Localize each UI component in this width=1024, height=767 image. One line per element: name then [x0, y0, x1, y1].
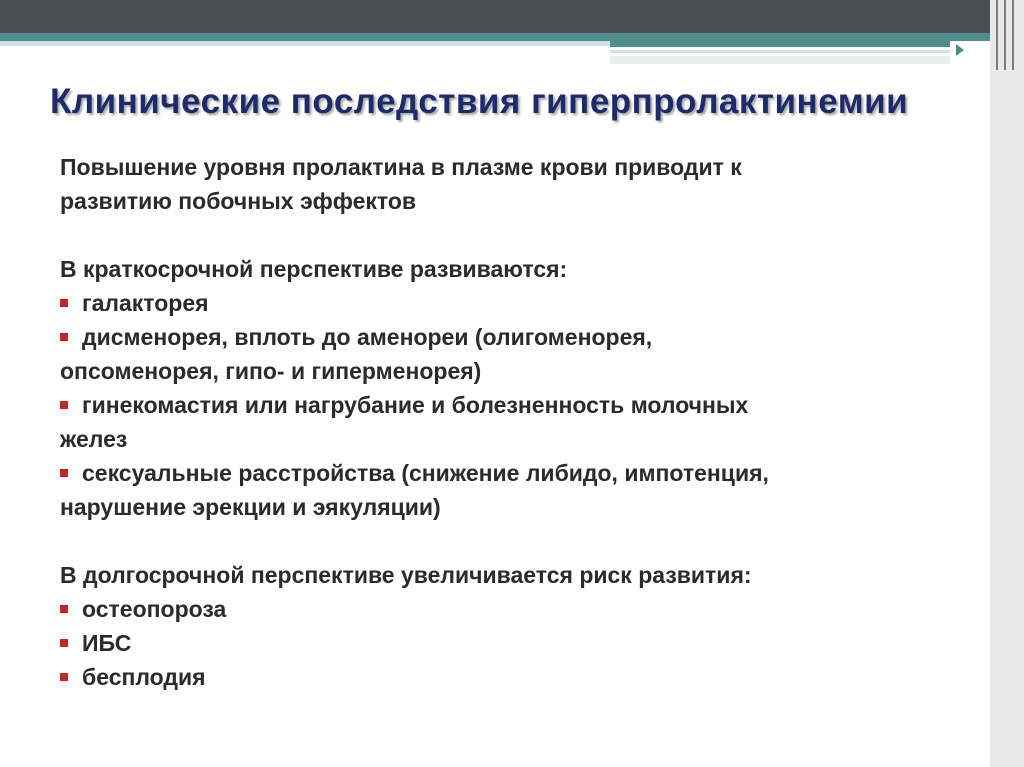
decor-stripe — [610, 50, 950, 53]
list-item: остеопороза — [60, 592, 960, 626]
long-term-heading: В долгосрочной перспективе увеличивается риск развития: — [60, 562, 752, 588]
decor-stripe — [610, 41, 950, 47]
edge-line — [1004, 0, 1006, 70]
decor-stripe — [610, 56, 950, 64]
list-item: бесплодия — [60, 660, 960, 694]
slide-body — [60, 150, 960, 694]
short-term-heading: В краткосрочной перспективе развиваются: — [60, 256, 568, 282]
corner-arrow-icon — [956, 44, 964, 56]
teal-accent-band — [0, 33, 1024, 41]
list-item-continuation: нарушение эрекции и эякуляции) — [60, 494, 441, 520]
list-item: гинекомастия или нагрубание и болезненность молочных — [60, 388, 960, 422]
slide-title: Клинические последствия гиперпролактинемии — [50, 82, 909, 121]
list-item-continuation: опсоменорея, гипо- и гиперменорея) — [60, 358, 482, 384]
light-accent-band — [0, 41, 610, 46]
list-item: ИБС — [60, 626, 960, 660]
list-item-continuation: желез — [60, 426, 128, 452]
top-header-bar — [0, 0, 1024, 33]
edge-line — [996, 0, 998, 70]
list-item: дисменорея, вплоть до аменореи (олигоменорея, — [60, 320, 960, 354]
list-item: сексуальные расстройства (снижение либидо, импотенция, — [60, 456, 960, 490]
edge-line — [1012, 0, 1014, 70]
list-item: галакторея — [60, 286, 960, 320]
intro-text: Повышение уровня пролактина в плазме крови приводит к — [60, 154, 742, 180]
intro-text: развитию побочных эффектов — [60, 188, 417, 214]
